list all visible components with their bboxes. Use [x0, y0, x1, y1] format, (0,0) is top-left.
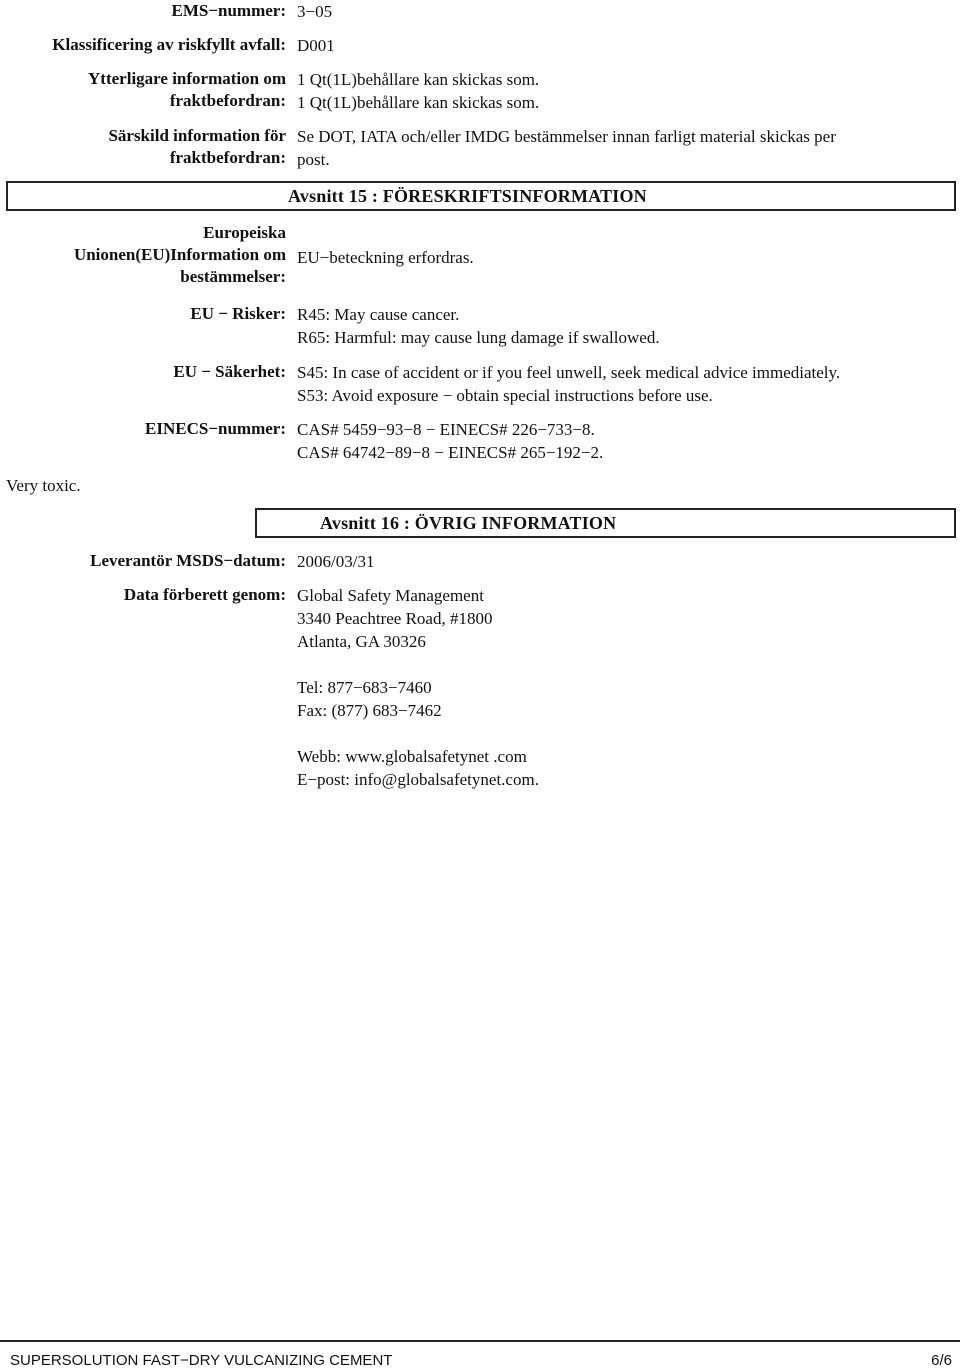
prepared-by-label: Data förberett genom: — [123, 585, 286, 604]
contact-email: E−post: info@globalsafetynet.com. — [297, 770, 539, 789]
eu-risks-label: EU − Risker: — [190, 304, 286, 323]
section-15-header — [6, 181, 956, 211]
extra-transport-label-line1: Ytterligare information om — [88, 69, 286, 88]
msds-date-label: Leverantör MSDS−datum: — [90, 551, 286, 570]
contact-online-block — [297, 745, 539, 791]
page-footer — [0, 1340, 960, 1372]
contact-fax: Fax: (877) 683−7462 — [297, 701, 442, 720]
prepared-by-value — [297, 584, 492, 653]
eu-risk-r65: R65: Harmful: may cause lung damage if swallowed. — [297, 328, 660, 347]
extra-transport-value — [297, 68, 539, 114]
extra-transport-value-line2: 1 Qt(1L)behållare kan skickas som. — [297, 93, 540, 112]
prepared-by-city: Atlanta, GA 30326 — [297, 632, 426, 651]
footer-product-name: SUPERSOLUTION FAST−DRY VULCANIZING CEMENT — [10, 1352, 393, 1369]
extra-transport-value-line1: 1 Qt(1L)behållare kan skickas som. — [297, 70, 540, 89]
eu-risks-value — [297, 303, 660, 349]
eu-regulation-value: EU−beteckning erfordras. — [297, 248, 474, 267]
prepared-by-street: 3340 Peachtree Road, #1800 — [297, 609, 493, 628]
special-transport-value — [297, 125, 836, 171]
extra-transport-label — [88, 68, 286, 112]
msds-date-value: 2006/03/31 — [297, 552, 375, 571]
einecs-entry-2: CAS# 64742−89−8 − EINECS# 265−192−2. — [297, 443, 604, 462]
contact-web: Webb: www.globalsafetynet .com — [297, 747, 527, 766]
eu-regulation-label-line2: Unionen(EU)Information om — [73, 245, 286, 264]
special-transport-label-line1: Särskild information för — [108, 126, 286, 145]
footer-page-number: 6/6 — [931, 1352, 952, 1369]
einecs-label: EINECS−nummer: — [145, 419, 286, 438]
waste-classification-value: D001 — [297, 36, 335, 55]
section-15-title: Avsnitt 15 : FÖRESKRIFTSINFORMATION — [288, 186, 647, 206]
waste-classification-label: Klassificering av riskfyllt avfall: — [52, 35, 286, 54]
einecs-value — [297, 418, 603, 464]
eu-regulation-label-line1: Europeiska — [203, 223, 286, 242]
eu-regulation-label — [74, 222, 286, 288]
extra-transport-label-line2: fraktbefordran: — [169, 91, 286, 110]
ems-value: 3−05 — [297, 2, 333, 21]
special-transport-label — [108, 125, 286, 169]
special-transport-value-line2: post. — [297, 150, 330, 169]
eu-regulation-label-line3: bestämmelser: — [180, 267, 286, 286]
eu-safety-label: EU − Säkerhet: — [173, 362, 286, 381]
eu-risk-r45: R45: May cause cancer. — [297, 305, 460, 324]
special-transport-value-line1: Se DOT, IATA och/eller IMDG bestämmelser innan farligt material skickas per — [297, 127, 836, 146]
eu-safety-value — [297, 361, 840, 407]
special-transport-label-line2: fraktbefordran: — [169, 148, 286, 167]
section-16-header — [255, 508, 956, 538]
prepared-by-company: Global Safety Management — [297, 586, 484, 605]
contact-phone-block — [297, 676, 442, 722]
contact-tel: Tel: 877−683−7460 — [297, 678, 432, 697]
einecs-entry-1: CAS# 5459−93−8 − EINECS# 226−733−8. — [297, 420, 595, 439]
eu-safety-s53: S53: Avoid exposure − obtain special instructions before use. — [297, 386, 713, 405]
ems-label: EMS−nummer: — [171, 1, 286, 20]
section-16-title: Avsnitt 16 : ÖVRIG INFORMATION — [320, 513, 617, 533]
side-note-very-toxic: Very toxic. — [6, 476, 81, 495]
eu-safety-s45: S45: In case of accident or if you feel unwell, seek medical advice immediately. — [297, 363, 841, 382]
